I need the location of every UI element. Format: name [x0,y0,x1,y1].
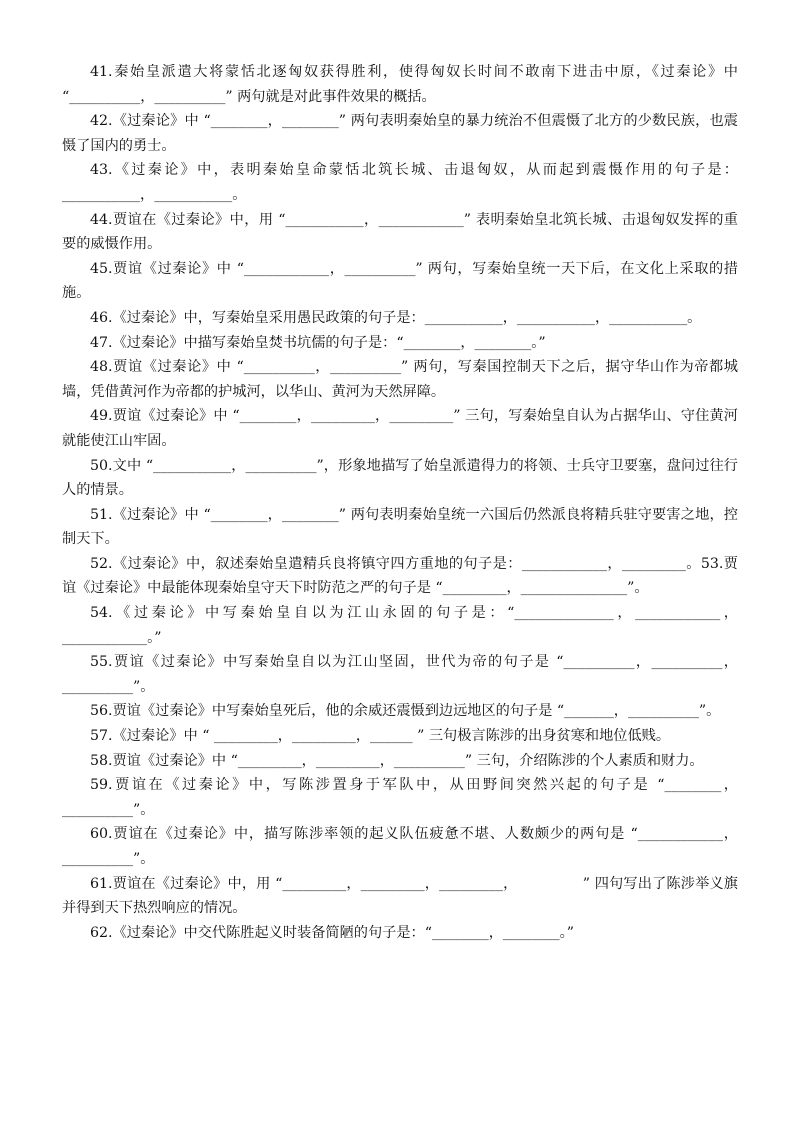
question-56: 56.贾谊《过秦论》中写秦始皇死后，他的余威还震慑到边远地区的句子是 “_______，__________”。 [90,703,721,720]
question-41: 41.秦始皇派遣大将蒙恬北逐匈奴获得胜利，使得匈奴长时间不敢南下进击中原，《过秦论》中 “__________，__________” 两句就是对此事件效果的概括。 [62,64,743,105]
question-47: 47.《过秦论》中描写秦始皇焚书坑儒的句子是：“________，________。” [90,334,546,351]
question-list [62,60,743,945]
question-62: 62.《过秦论》中交代陈胜起义时装备简陋的句子是：“________，________。” [90,924,574,941]
question-57: 57.《过秦论》中 “ _________，_________，______ ” 三句极言陈涉的出身贫寒和地位低贱。 [90,728,671,745]
question-45: 45.贾谊《过秦论》中 “____________，__________” 两句，写秦始皇统一天下后，在文化上采取的措施。 [62,260,738,302]
question-61: 61.贾谊在《过秦论》中，用 “_________，_________，_________， ” 四句写出了陈涉举义旗并得到天下热烈响应的情况。 [62,875,738,917]
question-60: 60.贾谊在《过秦论》中，描写陈涉率领的起义队伍疲惫不堪、人数颇少的两句是 “____________，__________”。 [62,826,738,867]
question-48: 48.贾谊《过秦论》中 “__________，__________” 两句，写秦国控制天下之后，据守华山作为帝都城墙，凭借黄河作为帝都的护城河，以华山、黄河为天然屏障。 [62,359,738,400]
question-58: 58.贾谊《过秦论》中 “_________，_________，__________” 三句，介绍陈涉的个人素质和财力。 [90,752,704,769]
question-46: 46.《过秦论》中，写秦始皇采用愚民政策的句子是：___________，___________，___________。 [90,309,702,326]
question-49: 49.贾谊《过秦论》中 “________，_________，_________” 三句，写秦始皇自认为占据华山、守住黄河就能使江山牢固。 [62,408,738,449]
question-55: 55.贾谊《过秦论》中写秦始皇自以为江山坚固，世代为帝的句子是 “__________，__________，__________”。 [62,654,738,695]
question-43: 43.《过秦论》中，表明秦始皇命蒙恬北筑长城、击退匈奴，从而起到震慑作用的句子是：___________，___________。 [62,162,738,203]
question-44: 44.贾谊在《过秦论》中，用 “___________，____________” 表明秦始皇北筑长城、击退匈奴发挥的重要的威慑作用。 [62,211,738,253]
question-51: 51.《过秦论》中 “________，________” 两句表明秦始皇统一六国后仍然派良将精兵驻守要害之地，控制天下。 [62,506,738,548]
question-52-53: 52.《过秦论》中，叙述秦始皇遣精兵良将镇守四方重地的句子是：____________，_________。53.贾谊《过秦论》中最能体现秦始皇守天下时防范之严的句子是 “_________，_______________”。 [62,555,738,597]
question-54: 54.《过秦论》中写秦始皇自以为江山永固的句子是：“______________，____________，____________。” [62,605,738,646]
question-59: 59.贾谊在《过秦论》中，写陈涉置身于军队中，从田野间突然兴起的句子是 “________，__________”。 [62,777,738,818]
question-50: 50.文中 “___________，__________”，形象地描写了始皇派遣得力的将领、士兵守卫要塞，盘问过往行人的情景。 [62,457,738,499]
question-42: 42.《过秦论》中 “________，________” 两句表明秦始皇的暴力统治不但震慑了北方的少数民族，也震慑了国内的勇士。 [62,113,738,154]
